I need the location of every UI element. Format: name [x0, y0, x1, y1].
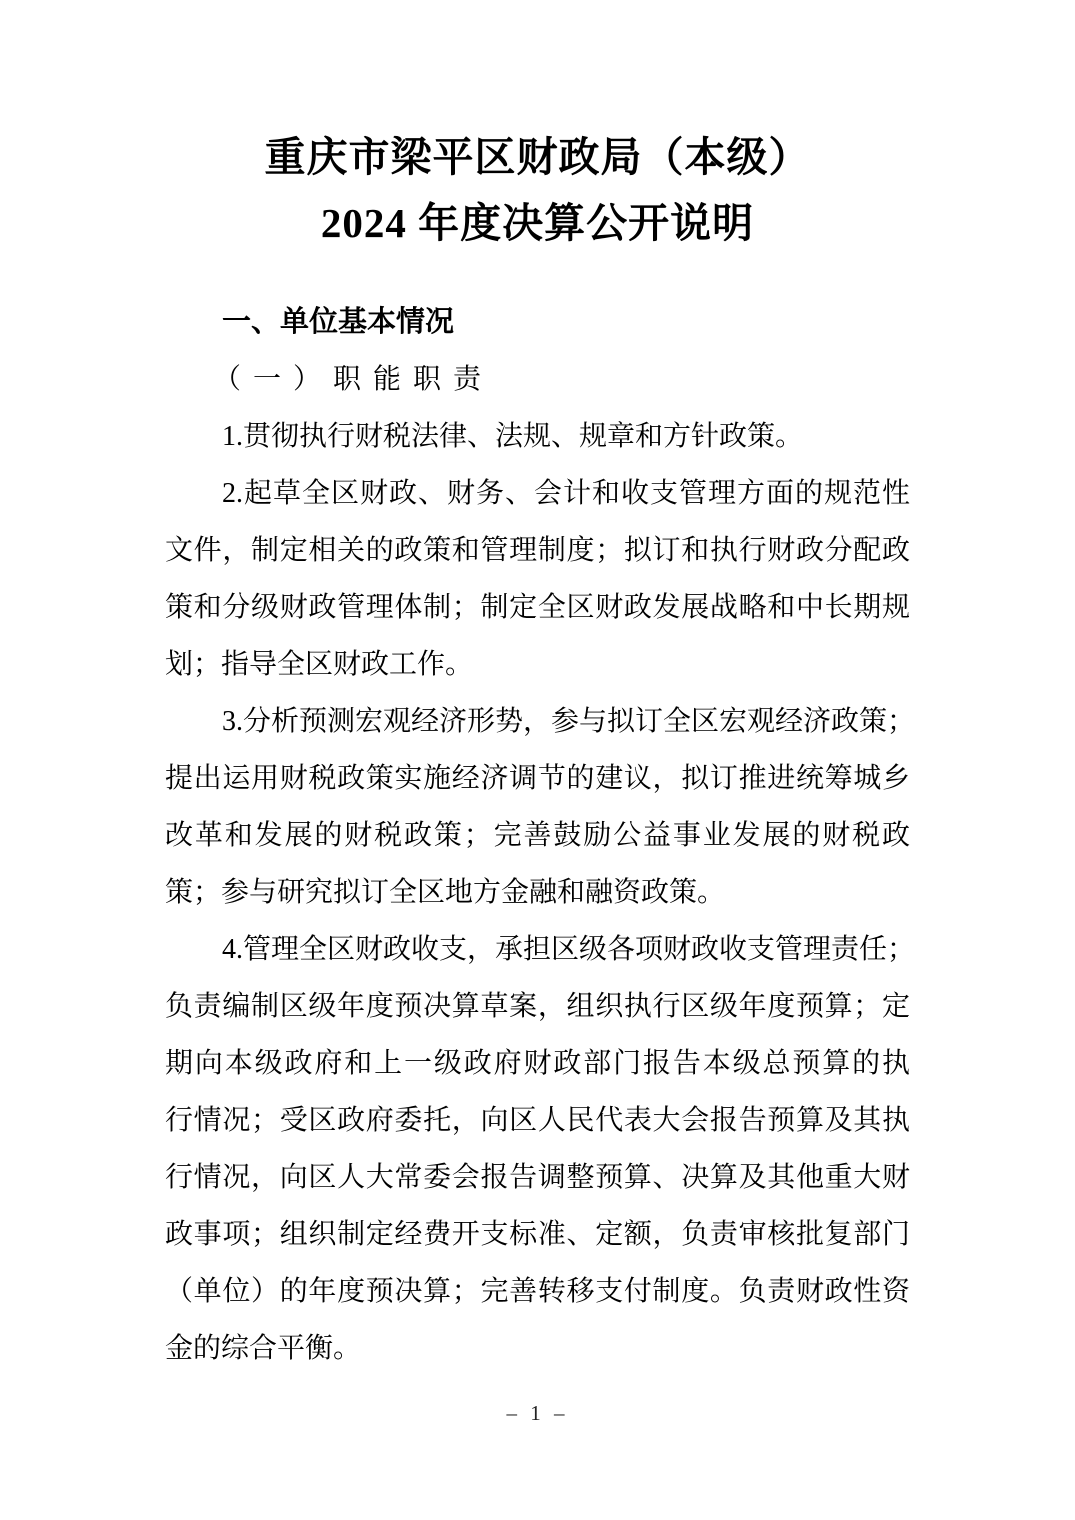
page-number: – 1 – — [506, 1401, 569, 1425]
paragraph-1-line-1: 1.贯彻执行财税法律、法规、规章和方针政策。 — [222, 421, 804, 452]
document-body — [165, 294, 916, 1377]
paragraph-2-line-3: 策和分级财政管理体制；制定全区财政发展战略和中长期规 — [165, 592, 910, 623]
paragraph-3-line-1: 3.分析预测宏观经济形势，参与拟订全区宏观经济政策； — [222, 706, 916, 737]
title-line-2: 2024 年度决算公开说明 — [320, 200, 755, 246]
paragraph-3-line-2: 提出运用财税政策实施经济调节的建议，拟订推进统筹城乡 — [165, 763, 910, 794]
paragraph-4-line-6: 政事项；组织制定经费开支标准、定额，负责审核批复部门 — [165, 1219, 910, 1250]
paragraph-4-line-8: 金的综合平衡。 — [165, 1333, 362, 1364]
paragraph-2-line-4: 划；指导全区财政工作。 — [165, 649, 474, 680]
title-line-1: 重庆市梁平区财政局（本级） — [264, 134, 811, 180]
paragraph-4-line-4: 行情况；受区政府委托，向区人民代表大会报告预算及其执 — [165, 1105, 910, 1136]
paragraph-4-line-2: 负责编制区级年度预决算草案，组织执行区级年度预算；定 — [165, 991, 910, 1022]
paragraph-3-line-3: 改革和发展的财税政策；完善鼓励公益事业发展的财税政 — [165, 820, 910, 851]
section-heading: 一、单位基本情况 — [222, 306, 455, 338]
paragraph-2-line-1: 2.起草全区财政、财务、会计和收支管理方面的规范性 — [222, 478, 910, 509]
sub-heading: （一）职能职责 — [213, 364, 494, 395]
paragraph-3-line-4: 策；参与研究拟订全区地方金融和融资政策。 — [165, 877, 726, 908]
document-title — [0, 124, 1075, 256]
paragraph-4-line-3: 期向本级政府和上一级政府财政部门报告本级总预算的执 — [165, 1048, 910, 1079]
paragraph-4-line-5: 行情况，向区人大常委会报告调整预算、决算及其他重大财 — [165, 1162, 910, 1193]
paragraph-4-line-7: （单位）的年度预决算；完善转移支付制度。负责财政性资 — [165, 1276, 910, 1307]
paragraph-2-line-2: 文件，制定相关的政策和管理制度；拟订和执行财政分配政 — [165, 535, 910, 566]
paragraph-4-line-1: 4.管理全区财政收支，承担区级各项财政收支管理责任； — [222, 934, 916, 965]
